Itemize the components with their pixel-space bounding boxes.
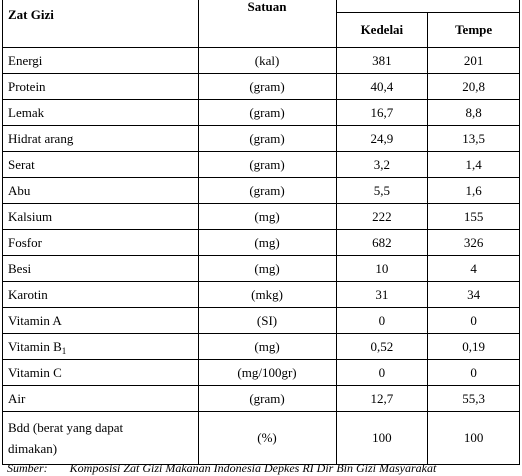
cell-unit-text: (SI): [256, 312, 278, 328]
cell-unit-text: (mg): [254, 338, 280, 354]
cell-tempe-text: 1,4: [465, 156, 482, 172]
cell-kedelai-text: 682: [372, 234, 392, 250]
cell-nutrient-text: Lemak: [8, 104, 45, 120]
cell-tempe-text: 34: [467, 286, 481, 302]
cell-unit-text: (mg): [254, 208, 280, 224]
cell-tempe: [428, 204, 520, 230]
cell-unit: [198, 308, 336, 334]
cell-nutrient-text: Air: [8, 390, 26, 406]
cell-kedelai: [336, 334, 428, 360]
cell-kedelai: [336, 282, 428, 308]
cell-unit: [198, 386, 336, 412]
table-row: [3, 178, 520, 204]
cell-nutrient: [3, 230, 199, 256]
cell-nutrient-text: Energi: [8, 52, 43, 68]
cell-tempe: [428, 386, 520, 412]
cell-nutrient: [3, 386, 199, 412]
header-group-cell: [336, 0, 520, 12]
cell-unit: [198, 334, 336, 360]
cell-unit-text: (gram): [249, 130, 285, 146]
cell-unit-text: (gram): [249, 104, 285, 120]
cell-tempe-text: 0,19: [462, 338, 485, 354]
cell-tempe: 100: [428, 412, 520, 465]
cell-nutrient: [3, 334, 199, 360]
cell-unit: [198, 74, 336, 100]
table-row: [3, 412, 520, 465]
cell-unit: [198, 100, 336, 126]
cell-nutrient-text: Hidrat arang: [8, 130, 74, 146]
cell-kedelai-text: 24,9: [370, 130, 394, 146]
cell-nutrient-line1: Bdd (berat yang dapat: [8, 420, 124, 435]
cell-kedelai-text: 31: [375, 286, 389, 302]
table-row: [3, 282, 520, 308]
cell-unit: [198, 204, 336, 230]
cell-tempe: [428, 126, 520, 152]
cell-kedelai-text: 40,4: [370, 78, 394, 94]
cell-kedelai: [336, 126, 428, 152]
table-row: [3, 100, 520, 126]
table-row: [3, 204, 520, 230]
cell-nutrient-text: Abu: [8, 182, 31, 198]
header-satuan: Satuan: [198, 0, 336, 48]
table-row: [3, 386, 520, 412]
cell-unit: [198, 178, 336, 204]
cell-unit: (%): [198, 412, 336, 465]
cell-kedelai-text: 0: [378, 364, 386, 380]
cell-nutrient-text: Karotin: [8, 286, 48, 302]
cell-nutrient-text: Vitamin B: [8, 338, 62, 354]
cell-nutrient: [3, 48, 199, 74]
cell-kedelai-text: 16,7: [370, 104, 394, 120]
header-zat-gizi: Zat Gizi: [3, 0, 199, 48]
table-row: [3, 48, 520, 74]
cell-nutrient: [3, 100, 199, 126]
cell-kedelai-text: 381: [372, 52, 392, 68]
cell-nutrient-text: Serat: [8, 156, 35, 172]
cell-tempe-text: 20,8: [462, 78, 485, 94]
cell-nutrient: [3, 126, 199, 152]
cell-kedelai: [336, 256, 428, 282]
cell-unit-text: (mkg): [251, 286, 283, 302]
cell-kedelai: [336, 308, 428, 334]
cell-kedelai-text: 12,7: [370, 390, 394, 406]
cell-kedelai-text: 10: [375, 260, 389, 276]
cell-nutrient: [3, 204, 199, 230]
cell-tempe-text: 4: [470, 260, 477, 276]
cell-unit: [198, 48, 336, 74]
table-row: [3, 74, 520, 100]
cell-unit-text: (mg): [254, 234, 280, 250]
cell-nutrient-text: Vitamin A: [8, 312, 62, 328]
table-row: [3, 308, 520, 334]
cell-unit-text: (mg): [254, 260, 280, 276]
cell-nutrient: [3, 74, 199, 100]
cell-kedelai: [336, 178, 428, 204]
cell-tempe: [428, 230, 520, 256]
cell-tempe-text: 326: [463, 234, 484, 250]
cell-tempe: [428, 100, 520, 126]
table-row: [3, 360, 520, 386]
cell-nutrient-line2: dimakan): [8, 441, 58, 456]
cell-unit-text: (mg/100gr): [237, 364, 297, 380]
cell-kedelai-text: 5,5: [373, 182, 390, 198]
cell-nutrient: [3, 282, 199, 308]
cell-kedelai: 100: [336, 412, 428, 465]
table-row: [3, 126, 520, 152]
cell-nutrient: [3, 152, 199, 178]
cell-tempe: [428, 282, 520, 308]
cell-tempe-text: 201: [463, 52, 484, 68]
cell-tempe-text: 155: [463, 208, 484, 224]
cell-kedelai: [336, 100, 428, 126]
cell-unit-text: (gram): [249, 182, 285, 198]
cell-unit: [198, 126, 336, 152]
cell-tempe: [428, 308, 520, 334]
table-row: [3, 334, 520, 360]
nutrition-table: [2, 0, 520, 465]
cell-kedelai: [336, 386, 428, 412]
cell-kedelai-text: 0: [378, 312, 386, 328]
table-row: [3, 256, 520, 282]
cell-tempe-text: 13,5: [462, 130, 485, 146]
cell-tempe: [428, 178, 520, 204]
table-row: [3, 230, 520, 256]
cell-tempe-text: 55,3: [462, 390, 485, 406]
source-label: Sumber:: [7, 461, 48, 475]
header-kedelai: Kedelai: [336, 12, 428, 47]
cell-tempe-text: 1,6: [465, 182, 482, 198]
cell-unit: [198, 360, 336, 386]
cell-tempe: [428, 152, 520, 178]
cell-tempe: [428, 74, 520, 100]
cell-kedelai: [336, 204, 428, 230]
table-row: [3, 152, 520, 178]
cell-nutrient-text: Kalsium: [8, 208, 53, 224]
cell-unit: [198, 282, 336, 308]
cell-nutrient: [3, 256, 199, 282]
cell-nutrient-text: Fosfor: [8, 234, 42, 250]
cell-kedelai: [336, 360, 428, 386]
cell-tempe-text: 0: [470, 312, 477, 328]
cell-unit: [198, 230, 336, 256]
cell-tempe-text: 8,8: [465, 104, 482, 120]
cell-kedelai-text: 222: [372, 208, 392, 224]
cell-tempe-text: 0: [470, 364, 477, 380]
cell-tempe: [428, 360, 520, 386]
cell-nutrient-text: Besi: [8, 260, 32, 276]
cell-kedelai: [336, 48, 428, 74]
cell-kedelai: [336, 230, 428, 256]
header-tempe: Tempe: [428, 12, 520, 47]
cell-unit-text: (gram): [249, 156, 285, 172]
cell-kedelai: [336, 152, 428, 178]
cell-unit: [198, 256, 336, 282]
cell-unit-text: (gram): [249, 78, 285, 94]
cell-tempe: [428, 256, 520, 282]
source-text: Komposisi Zat Gizi Makanan Indonesia Depkes RI Dir Bin Gizi Masyarakat: [69, 461, 437, 475]
cell-nutrient: [3, 360, 199, 386]
cell-tempe: [428, 48, 520, 74]
cell-nutrient: [3, 412, 199, 465]
cell-kedelai: [336, 74, 428, 100]
cell-kedelai-text: 3,2: [373, 156, 390, 172]
table-body: [3, 48, 520, 465]
cell-unit-text: (gram): [249, 390, 285, 406]
cell-nutrient-subscript: 1: [61, 345, 67, 356]
cell-tempe: [428, 334, 520, 360]
cell-unit-text: (kal): [254, 52, 280, 68]
cell-nutrient: [3, 178, 199, 204]
cell-unit: [198, 152, 336, 178]
source-note: [7, 461, 436, 476]
cell-nutrient: [3, 308, 199, 334]
cell-nutrient-text: Vitamin C: [8, 364, 62, 380]
cell-nutrient-text: Protein: [8, 78, 46, 94]
cell-kedelai-text: 0,52: [370, 338, 394, 354]
